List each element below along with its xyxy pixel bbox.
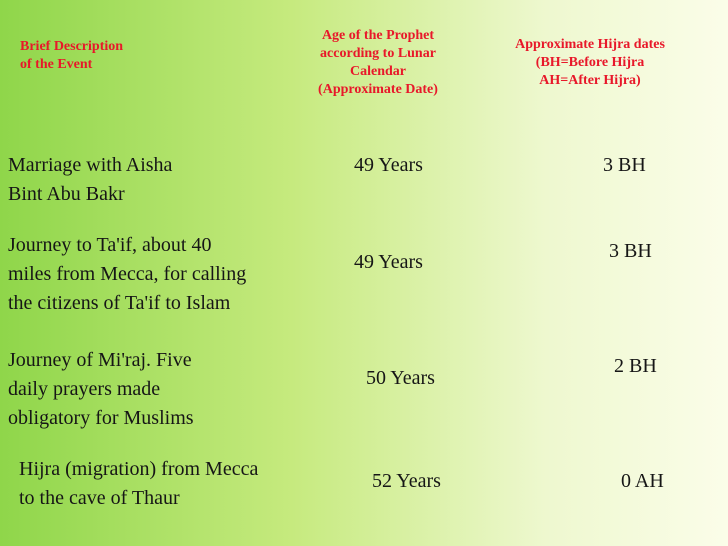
header-age (288, 27, 468, 99)
header-hijra-line: AH=After Hijra) (539, 73, 641, 88)
header-hijra (495, 36, 685, 90)
event-description (8, 231, 246, 318)
event-age: 52 Years (372, 470, 441, 492)
header-description (20, 38, 123, 74)
event-age: 50 Years (366, 367, 435, 389)
event-description-line: Journey of Mi'raj. Five (8, 349, 192, 371)
header-description-line: Brief Description (20, 39, 124, 54)
event-description-line: miles from Mecca, for calling (8, 263, 247, 285)
header-age-line: Calendar (350, 64, 406, 79)
event-description (8, 346, 194, 433)
event-description-line: Bint Abu Bakr (8, 183, 125, 205)
event-description-line: Journey to Ta'if, about 40 (8, 234, 212, 256)
event-age: 49 Years (354, 251, 423, 273)
header-age-line: according to Lunar (320, 46, 436, 61)
event-description-line: Hijra (migration) from Mecca (19, 458, 259, 480)
event-age: 49 Years (354, 154, 423, 176)
header-age-line: (Approximate Date) (318, 82, 438, 97)
event-description-line: obligatory for Muslims (8, 407, 194, 429)
event-description-line: to the cave of Thaur (19, 487, 180, 509)
event-description (8, 151, 172, 209)
event-hijra: 3 BH (603, 154, 646, 176)
event-hijra: 2 BH (614, 355, 657, 377)
event-description-line: daily prayers made (8, 378, 161, 400)
header-age-line: Age of the Prophet (321, 28, 435, 43)
header-hijra-line: Approximate Hijra dates (515, 37, 665, 52)
event-description-line: Marriage with Aisha (8, 154, 173, 176)
header-description-line: of the Event (20, 57, 93, 72)
event-hijra: 0 AH (621, 470, 664, 492)
event-description (19, 455, 258, 513)
event-hijra: 3 BH (609, 240, 652, 262)
event-description-line: the citizens of Ta'if to Islam (8, 292, 231, 314)
header-hijra-line: (BH=Before Hijra (535, 55, 645, 70)
